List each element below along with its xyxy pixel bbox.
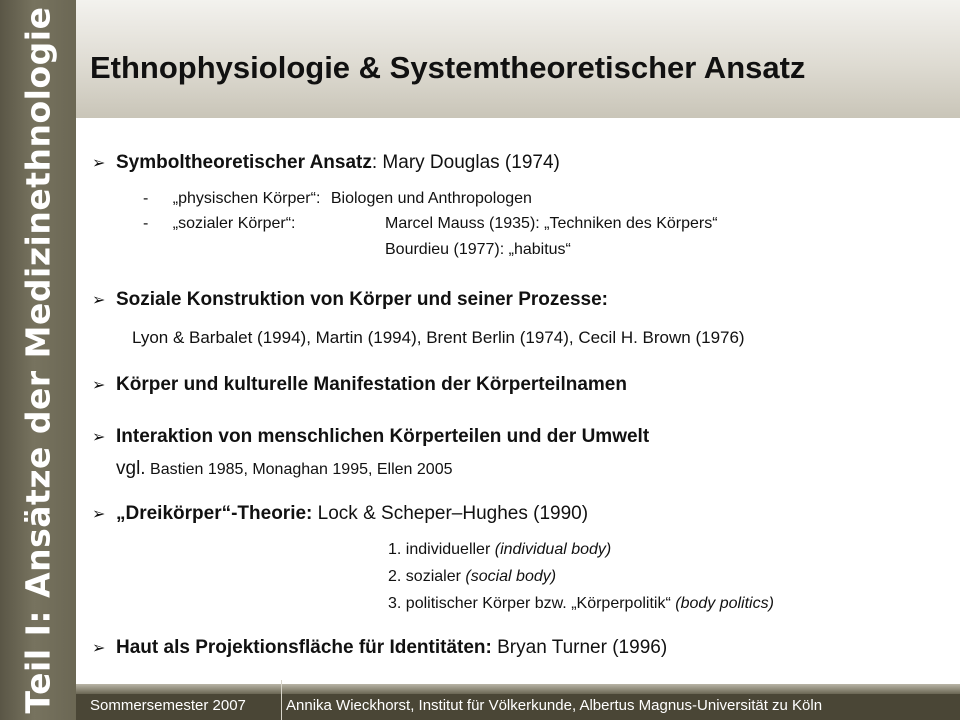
footer-divider <box>281 680 282 720</box>
section-heading: Soziale Konstruktion von Körper und seiner Prozesse: <box>116 289 608 310</box>
bullet-arrow-icon: ➢ <box>92 640 106 657</box>
sub-item-physischer-koerper <box>143 190 532 208</box>
bullet-arrow-icon: ➢ <box>92 155 106 172</box>
section-heading: „Dreikörper“-Theorie: <box>116 503 313 524</box>
vgl-label: vgl. <box>116 458 146 479</box>
list-item <box>388 541 611 559</box>
section-heading-rest: Bryan Turner (1996) <box>491 637 668 658</box>
section-heading: Symboltheoretischer Ansatz <box>116 152 372 173</box>
section-haut <box>92 637 667 659</box>
sub-item-text-2: Bourdieu (1977): „habitus“ <box>385 241 571 258</box>
section-heading: Interaktion von menschlichen Körperteilen und der Umwelt <box>116 426 650 447</box>
bullet-arrow-icon: ➢ <box>92 429 106 446</box>
list-item-italic: (individual body) <box>494 541 612 558</box>
section-detail <box>116 458 453 480</box>
list-item-text: 3. politischer Körper bzw. „Körperpolitik“ <box>388 595 676 612</box>
bullet-arrow-icon: ➢ <box>92 377 106 394</box>
list-item <box>388 568 556 586</box>
slide-title: Ethnophysiologie & Systemtheoretischer Ansatz <box>90 50 806 85</box>
section-heading-rest: : Mary Douglas (1974) <box>371 152 560 173</box>
sidebar <box>0 0 76 720</box>
detail-text: Bastien 1985, Monaghan 1995, Ellen 2005 <box>150 461 453 478</box>
sub-item-label: „sozialer Körper“: <box>172 215 296 232</box>
list-item-italic: (body politics) <box>675 595 774 612</box>
sub-item-sozialer-koerper <box>143 215 295 233</box>
section-dreikoerper <box>92 503 588 525</box>
section-interaktion <box>92 426 649 448</box>
list-item-text: 2. sozialer <box>388 568 466 585</box>
footer-author: Annika Wieckhorst, Institut für Völkerkunde, Albertus Magnus-Universität zu Köln <box>286 697 823 714</box>
sub-item-text: Marcel Mauss (1935): „Techniken des Körpers“ <box>385 215 718 232</box>
footer-semester: Sommersemester 2007 <box>90 697 246 714</box>
bullet-arrow-icon: ➢ <box>92 506 106 523</box>
dash: - <box>143 190 149 207</box>
sidebar-title: Teil I: Ansätze der Medizinethnologie <box>18 6 58 714</box>
list-item-italic: (social body) <box>465 568 557 585</box>
section-heading: Körper und kulturelle Manifestation der Körperteilnamen <box>116 374 627 395</box>
dash: - <box>143 215 149 232</box>
section-detail: Lyon & Barbalet (1994), Martin (1994), Brent Berlin (1974), Cecil H. Brown (1976) <box>132 328 745 347</box>
bullet-arrow-icon: ➢ <box>92 292 106 309</box>
section-heading: Haut als Projektionsfläche für Identitäten: <box>116 637 492 658</box>
sub-item-label: „physischen Körper“: <box>172 190 321 207</box>
section-heading-rest: Lock & Scheper–Hughes (1990) <box>312 503 589 524</box>
list-item-text: 1. individueller <box>388 541 495 558</box>
list-item <box>388 595 774 613</box>
sub-item-text: Biologen und Anthropologen <box>330 190 532 207</box>
section-koerperteilnamen <box>92 374 627 396</box>
section-symboltheorie <box>92 152 560 174</box>
section-soziale-konstruktion <box>92 289 608 311</box>
